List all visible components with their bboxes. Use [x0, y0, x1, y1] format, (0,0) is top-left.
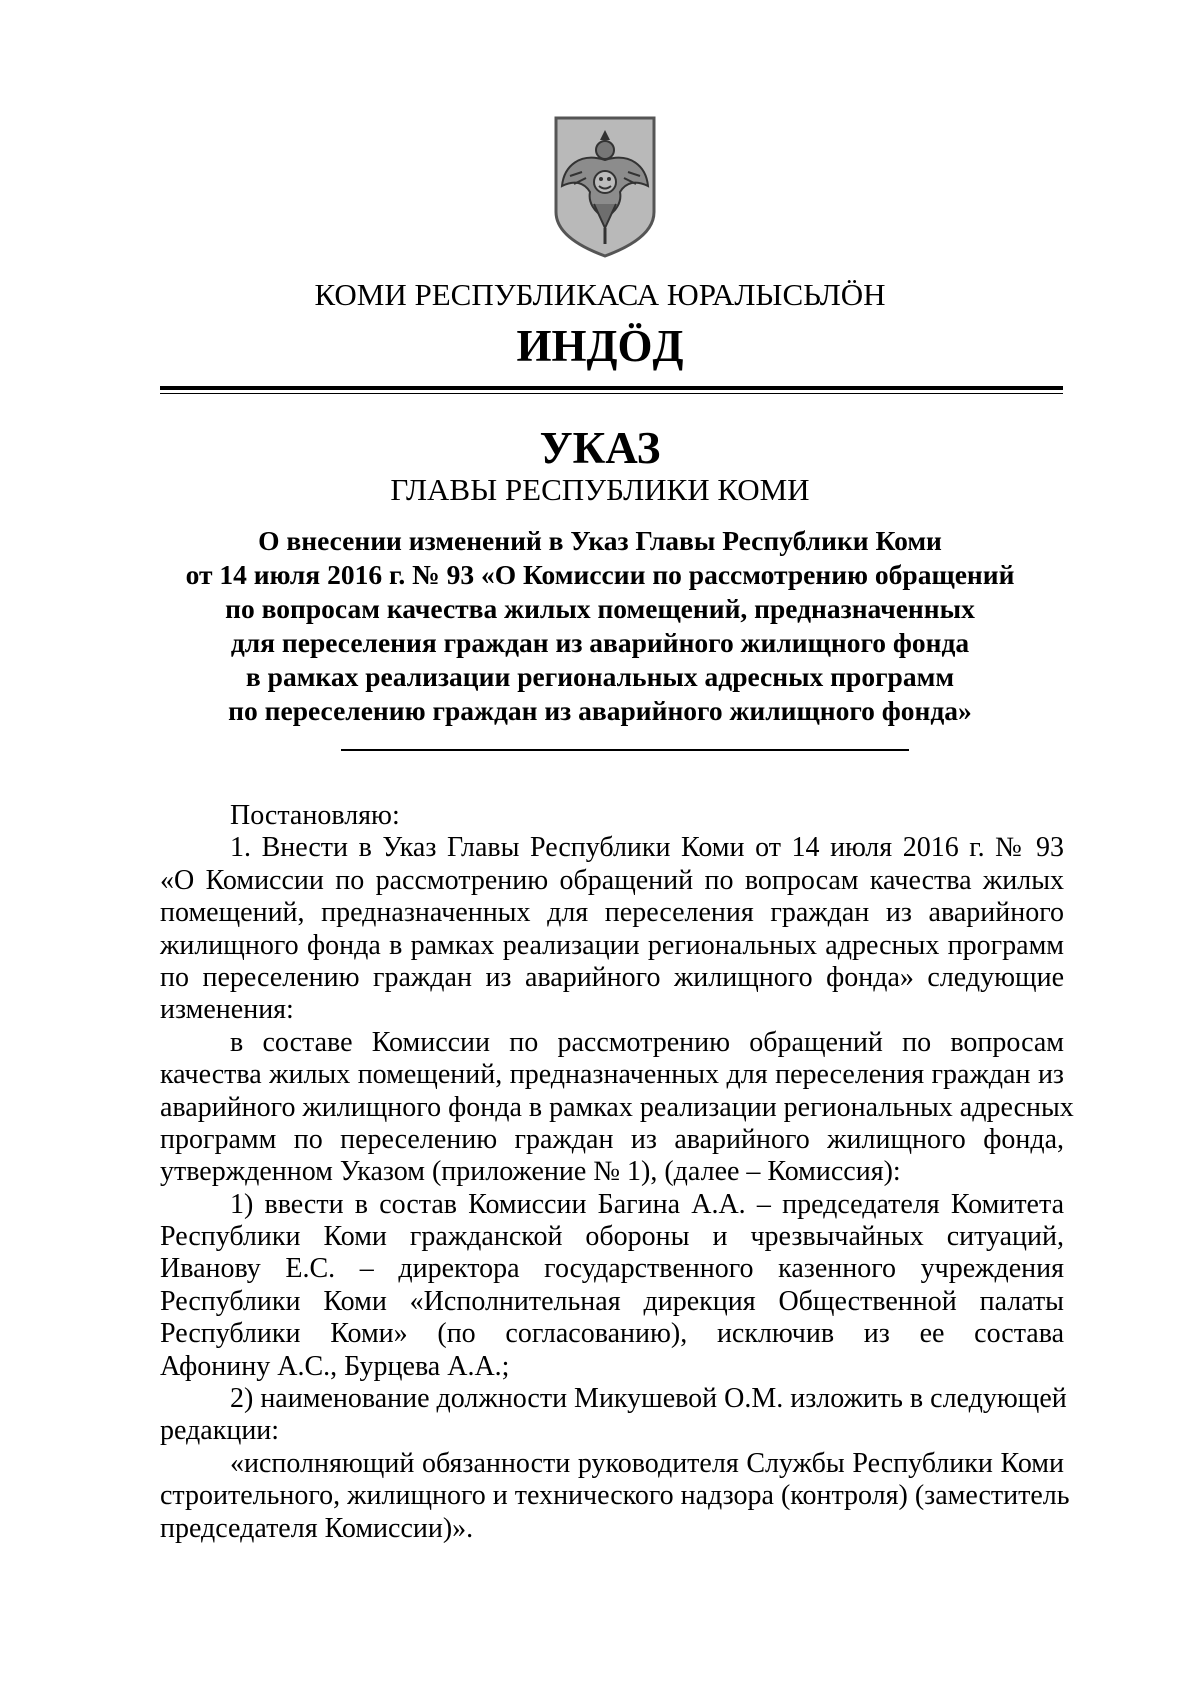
body-line: помещений, предназначенных для переселения граждан из аварийного — [160, 897, 1064, 929]
body-line: жилищного фонда в рамках реализации региональных адресных программ — [160, 929, 1064, 961]
body-line: качества жилых помещений, предназначенных для переселения граждан из — [160, 1059, 1064, 1091]
issuer: ГЛАВЫ РЕСПУБЛИКИ КОМИ — [390, 472, 810, 507]
title-line: по вопросам качества жилых помещений, предназначенных — [225, 593, 975, 624]
title-line: по переселению граждан из аварийного жилищного фонда» — [228, 695, 972, 726]
body-line: Республики Коми «Исполнительная дирекция Общественной палаты — [160, 1285, 1064, 1317]
body-line: изменения: — [160, 994, 294, 1026]
body-line: Иванову Е.С. – директора государственного казенного учреждения — [160, 1253, 1064, 1285]
document-type: УКАЗ — [539, 423, 661, 473]
komi-document-title: ИНДӦД — [516, 321, 684, 371]
document-body — [160, 800, 1074, 1545]
body-line: 1) ввести в состав Комиссии Багина А.А. – председателя Комитета — [230, 1188, 1064, 1220]
coat-of-arms-icon — [550, 112, 660, 262]
header-divider-thin — [160, 393, 1063, 394]
body-line: председателя Комиссии)». — [160, 1512, 474, 1544]
body-line: «О Комиссии по рассмотрению обращений по вопросам качества жилых — [160, 864, 1064, 896]
title-line: от 14 июля 2016 г. № 93 «О Комиссии по рассмотрению обращений — [185, 559, 1015, 590]
title-line: в рамках реализации региональных адресных программ — [245, 661, 955, 692]
republic-header: КОМИ РЕСПУБЛИКАСА ЮРАЛЫСЬЛӦН — [314, 277, 886, 312]
body-line: строительного, жилищного и технического надзора (контроля) (заместитель — [160, 1480, 1070, 1512]
body-line: редакции: — [160, 1415, 280, 1447]
header-divider — [160, 386, 1063, 390]
body-line: 2) наименование должности Микушевой О.М. изложить в следующей — [230, 1383, 1067, 1415]
body-line: в составе Комиссии по рассмотрению обращений по вопросам — [230, 1026, 1064, 1058]
body-line: Республики Коми гражданской обороны и чрезвычайных ситуаций, — [160, 1221, 1064, 1253]
title-line: О внесении изменений в Указ Главы Республики Коми — [258, 525, 942, 556]
body-line: программ по переселению граждан из аварийного жилищного фонда, — [160, 1123, 1064, 1155]
document-title — [0, 524, 1200, 728]
body-line: Афонину А.С., Бурцева А.А.; — [160, 1350, 510, 1382]
body-line: Республики Коми» (по согласованию), исключив из ее состава — [160, 1318, 1064, 1350]
body-line: «исполняющий обязанности руководителя Службы Республики Коми — [230, 1447, 1064, 1479]
body-line: 1. Внести в Указ Главы Республики Коми от 14 июля 2016 г. № 93 — [230, 832, 1064, 864]
body-line: по переселению граждан из аварийного жилищного фонда» следующие — [160, 961, 1064, 993]
title-underline — [341, 749, 909, 751]
body-line: утвержденном Указом (приложение № 1), (далее – Комиссия): — [160, 1156, 901, 1188]
body-line: Постановляю: — [230, 800, 400, 831]
body-line: аварийного жилищного фонда в рамках реализации региональных адресных — [160, 1091, 1074, 1123]
title-line: для переселения граждан из аварийного жилищного фонда — [230, 627, 970, 658]
